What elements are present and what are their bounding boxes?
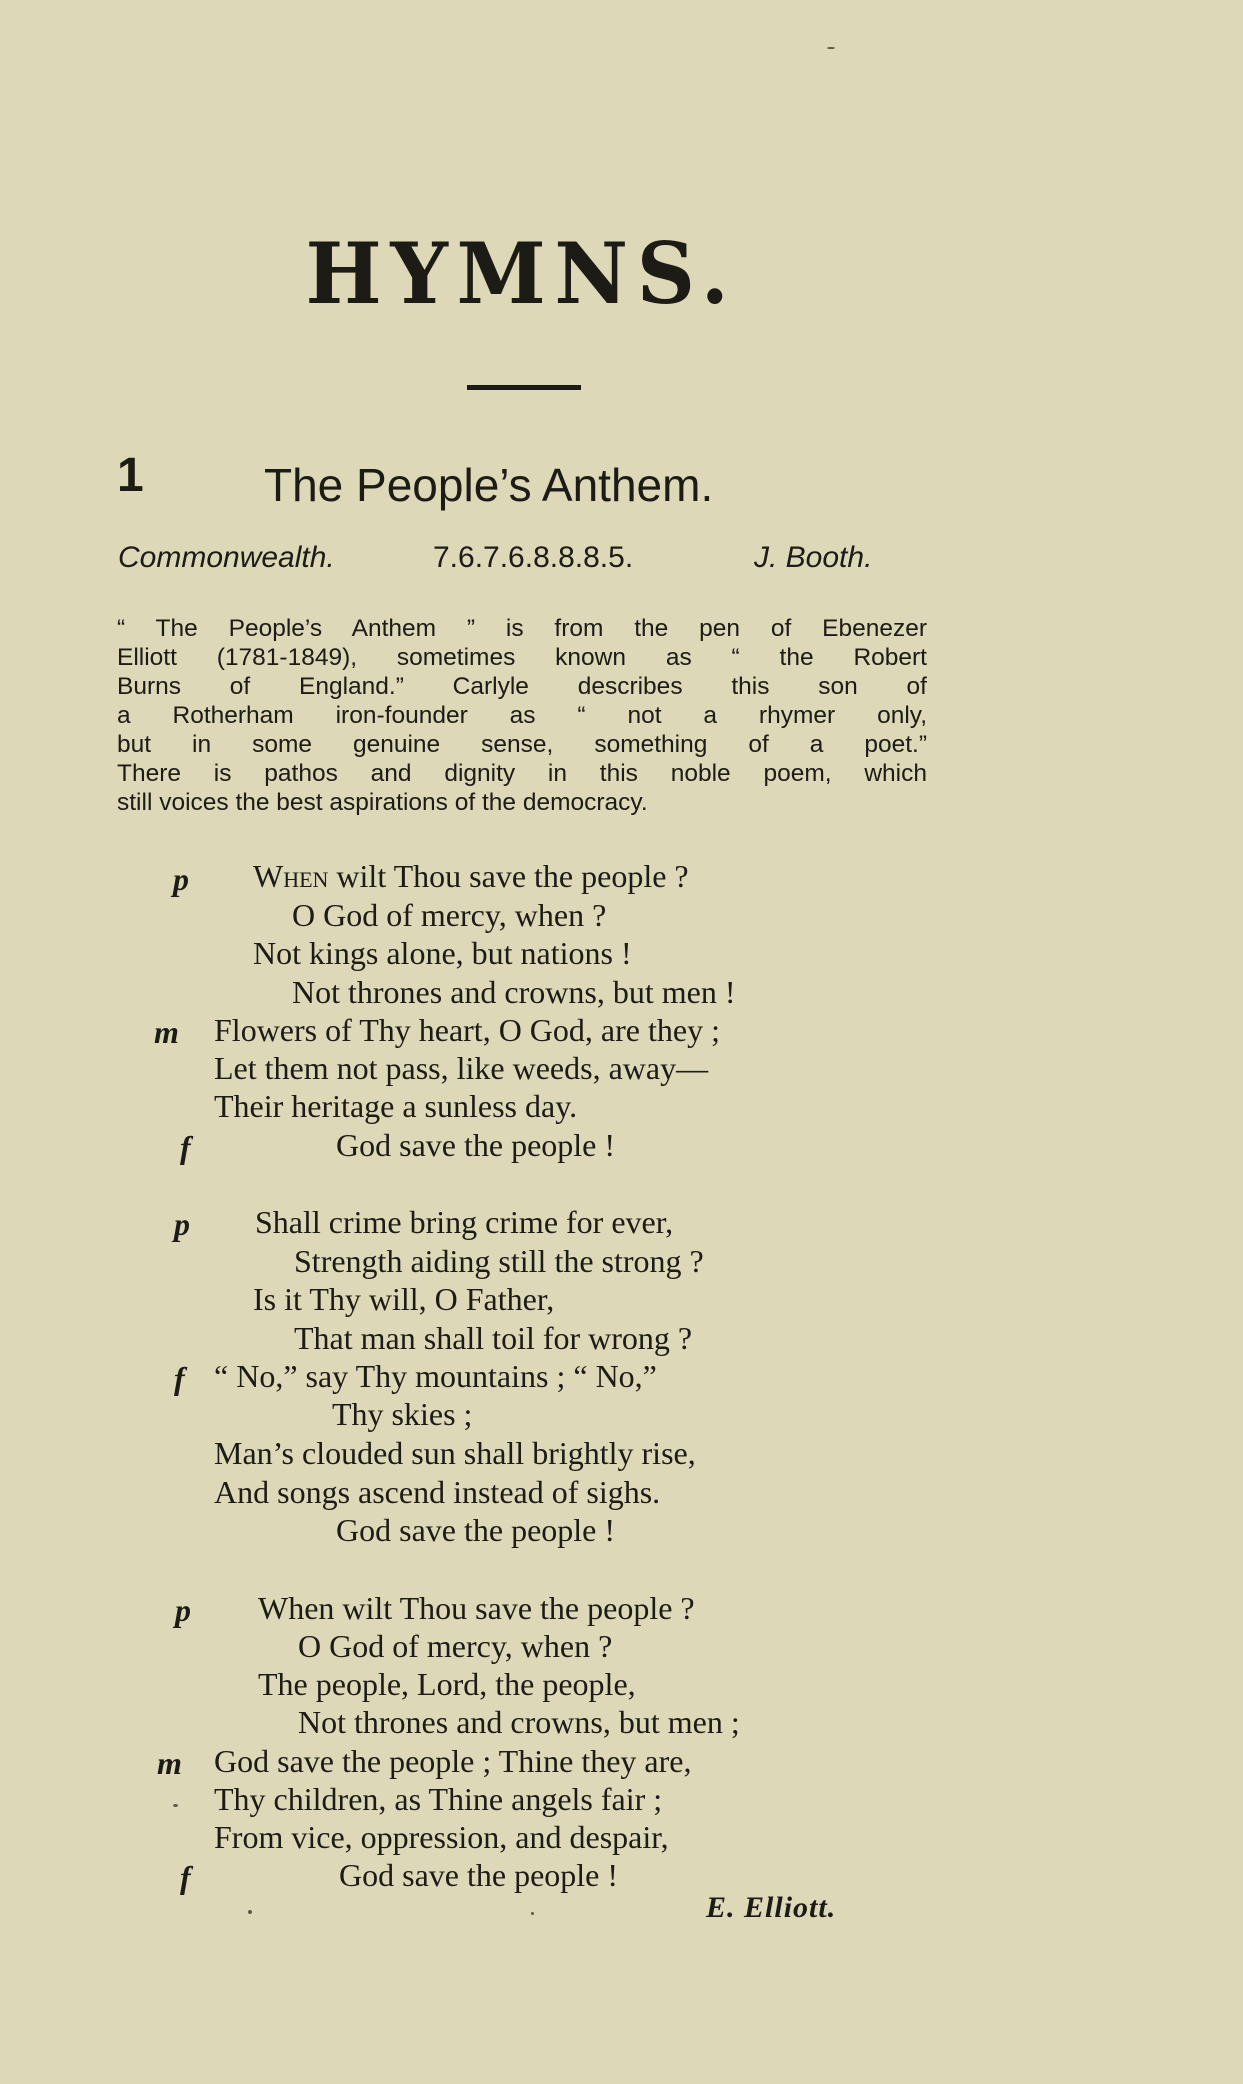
verse-line: And songs ascend instead of sighs.	[214, 1474, 661, 1510]
verse-line: God save the people !	[336, 1512, 616, 1548]
verse-line: O God of mercy, when ?	[292, 897, 607, 933]
verse-line: Strength aiding still the strong ?	[294, 1243, 704, 1279]
title-rule	[467, 385, 581, 390]
verse-line: Man’s clouded sun shall brightly rise,	[214, 1435, 696, 1471]
verse-line: Not thrones and crowns, but men ;	[298, 1704, 740, 1740]
print-speck	[173, 1804, 178, 1807]
intro-line: There is pathos and dignity in this noble poem, which	[117, 760, 927, 787]
verse-line: Thy skies ;	[332, 1396, 473, 1432]
dynamic-mark: p	[173, 861, 189, 897]
hymn-author: E. Elliott.	[706, 1891, 837, 1924]
dynamic-mark: f	[180, 1129, 191, 1165]
verse-line: God save the people ; Thine they are,	[214, 1743, 692, 1779]
composer: J. Booth.	[754, 541, 873, 574]
verse-line: O God of mercy, when ?	[298, 1628, 613, 1664]
verse-line: Not kings alone, but nations !	[253, 935, 632, 971]
intro-line: “ The People’s Anthem ” is from the pen of Ebenezer	[117, 615, 927, 642]
verse-line: God save the people !	[339, 1857, 619, 1893]
print-speck	[531, 1912, 534, 1915]
intro-note	[117, 614, 927, 817]
verse-line: When wilt Thou save the people ?	[258, 1590, 695, 1626]
dynamic-mark: p	[174, 1206, 190, 1242]
hymn-number: 1	[117, 449, 144, 502]
verse-line-rest: wilt Thou save the people ?	[328, 858, 689, 894]
dynamic-mark: m	[154, 1014, 179, 1050]
verse-line: Flowers of Thy heart, O God, are they ;	[214, 1012, 720, 1048]
metre: 7.6.7.6.8.8.8.5.	[433, 541, 634, 574]
verse-line: The people, Lord, the people,	[258, 1666, 636, 1702]
verse-line: Is it Thy will, O Father,	[253, 1281, 555, 1317]
dynamic-mark: m	[157, 1745, 182, 1781]
intro-line: still voices the best aspirations of the democracy.	[117, 789, 648, 816]
verse-line: God save the people !	[336, 1127, 616, 1163]
verse-line: Thy children, as Thine angels fair ;	[214, 1781, 663, 1817]
hymn-title: The People’s Anthem.	[264, 459, 714, 511]
verse-line: From vice, oppression, and despair,	[214, 1819, 669, 1855]
print-speck	[248, 1910, 252, 1914]
intro-line: Burns of England.” Carlyle describes this son of	[117, 673, 927, 700]
dynamic-mark: f	[180, 1859, 191, 1895]
verse-line: “ No,” say Thy mountains ; “ No,”	[214, 1358, 657, 1394]
verse-line: Let them not pass, like weeds, away—	[214, 1050, 709, 1086]
verse-line: Shall crime bring crime for ever,	[255, 1204, 674, 1240]
verse-line: Not thrones and crowns, but men !	[292, 974, 736, 1010]
print-speck	[827, 47, 835, 49]
page-title: HYMNS.	[305, 224, 738, 323]
dynamic-mark: p	[175, 1592, 191, 1628]
verse-line: Their heritage a sunless day.	[214, 1088, 578, 1124]
intro-line: Elliott (1781-1849), sometimes known as “ the Robert	[117, 644, 927, 671]
dynamic-mark: f	[174, 1360, 185, 1396]
tune-name: Commonwealth.	[118, 541, 335, 574]
intro-line: a Rotherham iron-founder as “ not a rhymer only,	[117, 702, 927, 729]
first-word: When	[253, 858, 329, 894]
verse-line	[253, 860, 689, 892]
intro-line: but in some genuine sense, something of a poet.”	[117, 731, 927, 758]
verse-line: That man shall toil for wrong ?	[294, 1320, 693, 1356]
